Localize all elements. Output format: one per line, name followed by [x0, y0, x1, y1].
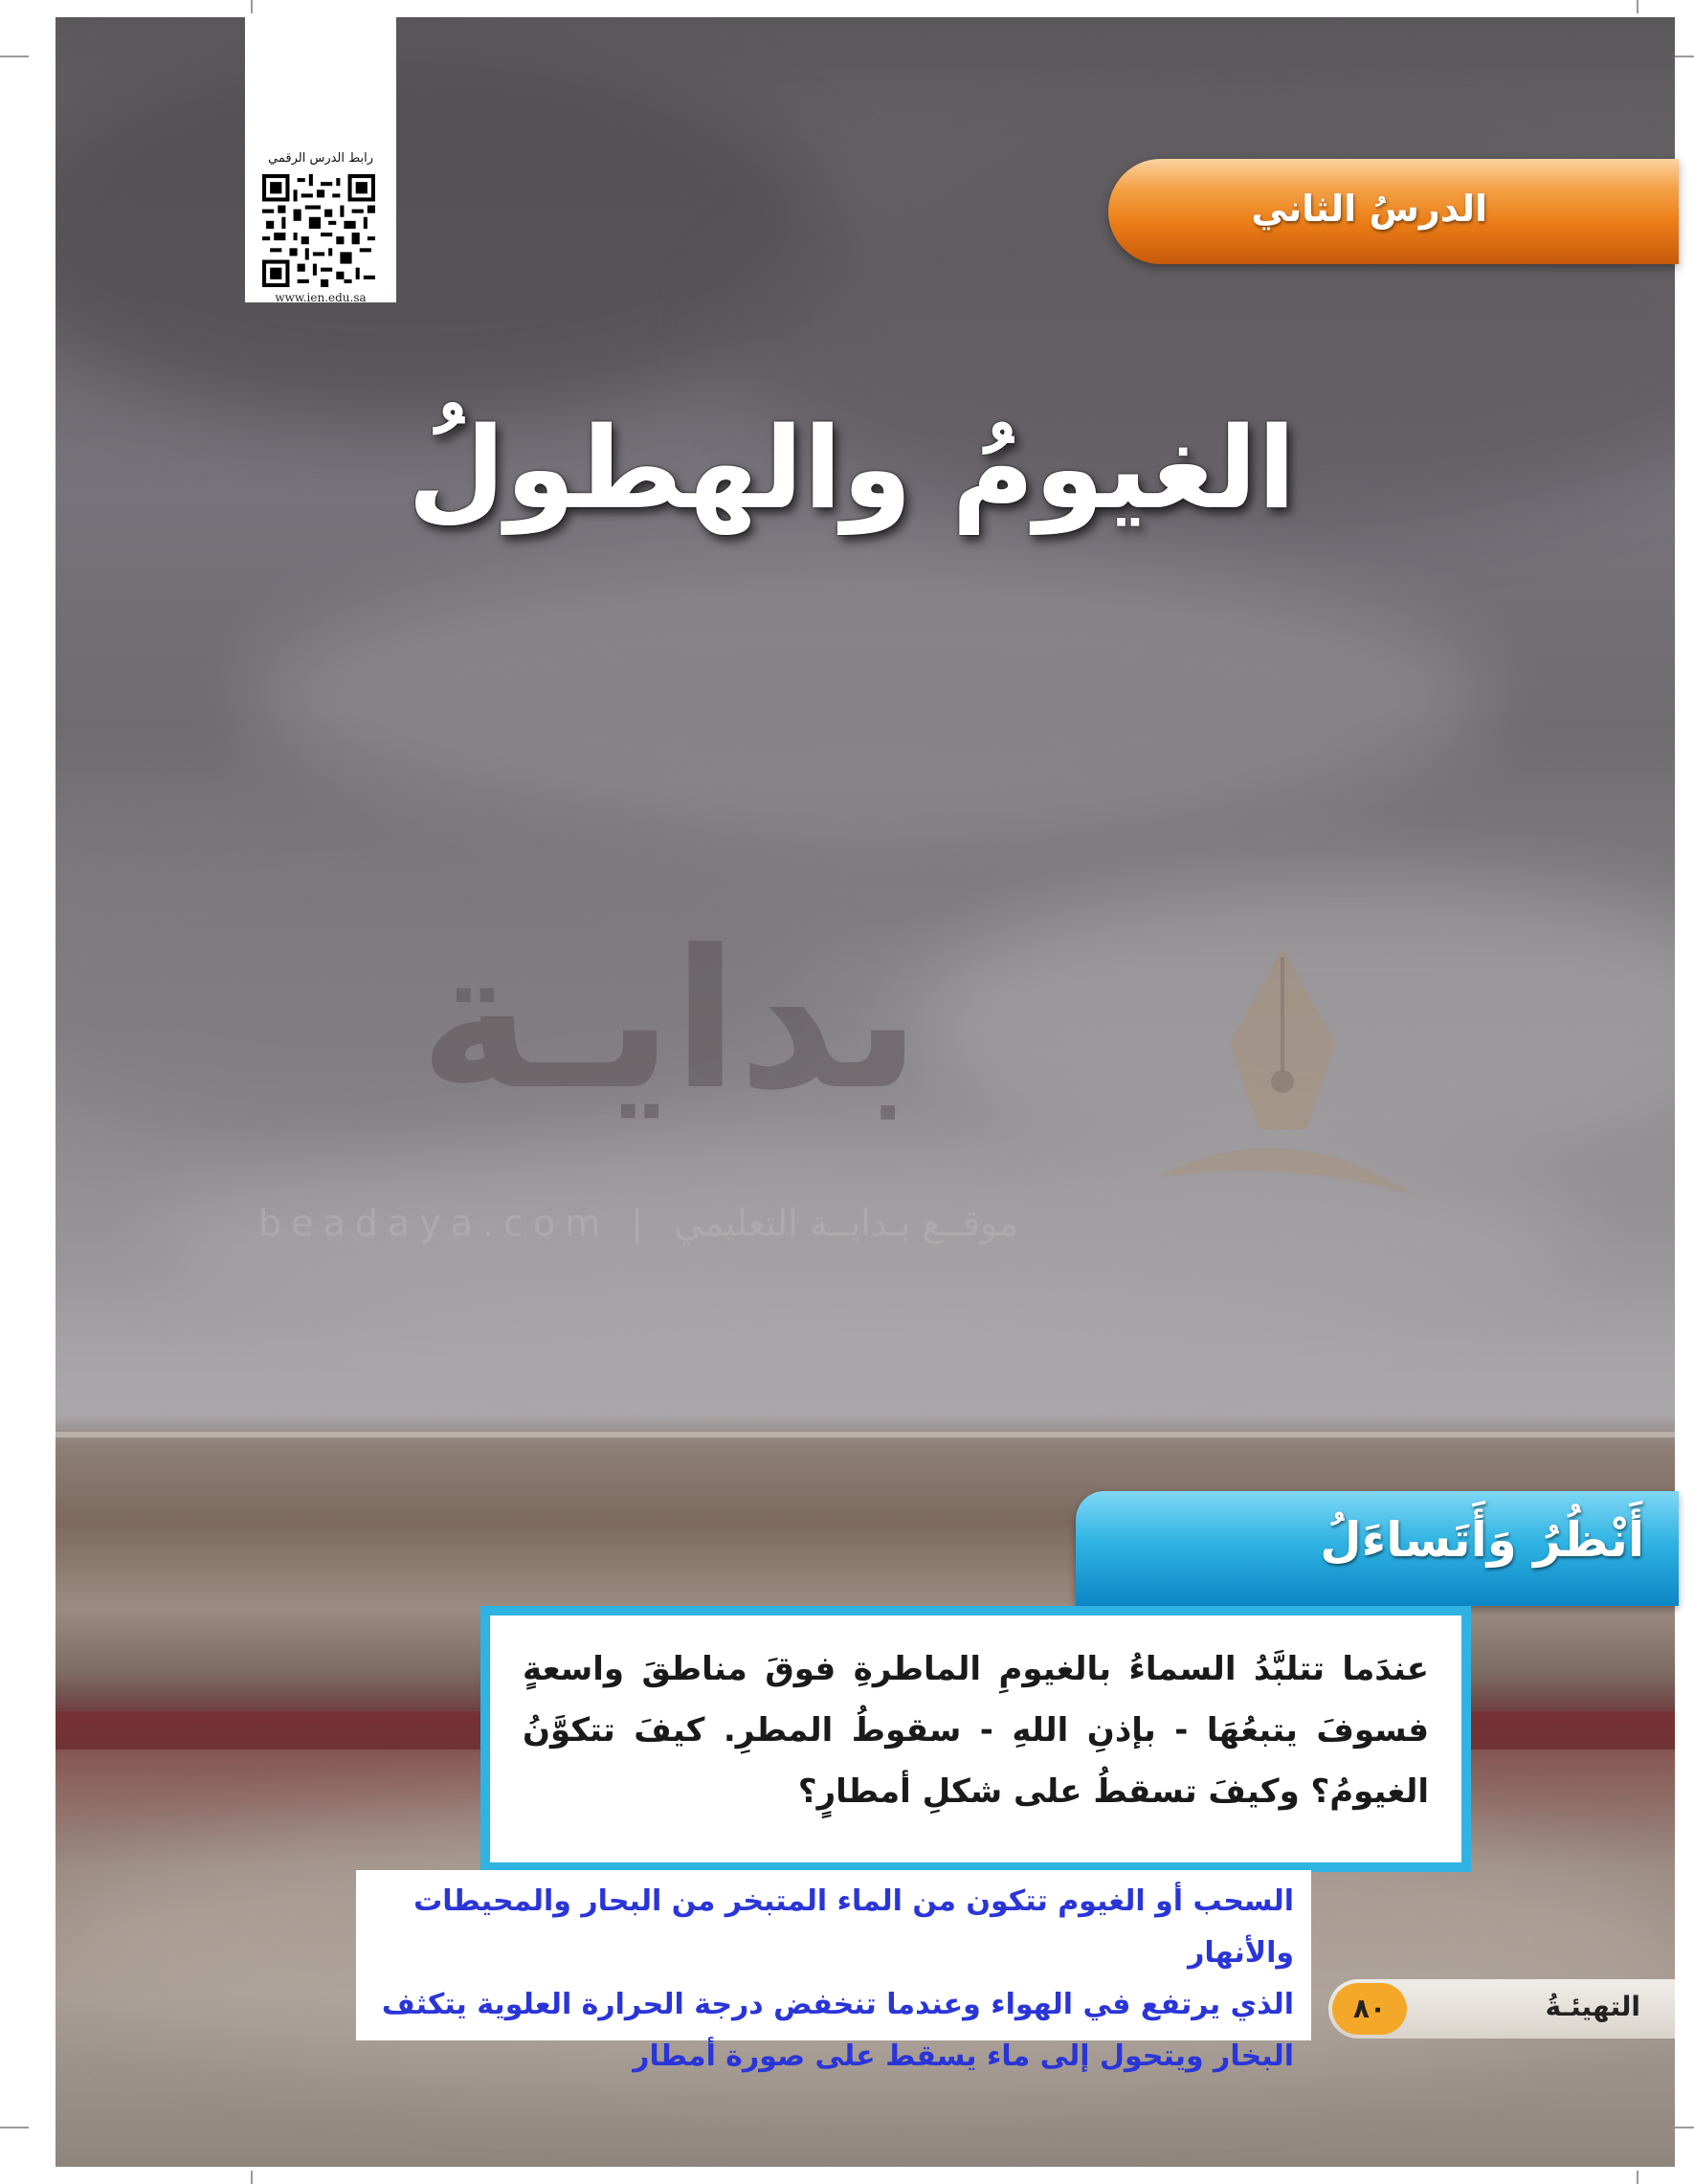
- watermark-logo: [249, 909, 1436, 1254]
- look-and-wonder-box: [480, 1606, 1471, 1872]
- footer-section-tab: [1328, 1979, 1675, 2039]
- look-and-wonder-text: عندَما تتلبَّدُ السماءُ بالغيومِ الماطرةِ فوقَ مناطقَ واسعةٍ فسوفَ يتبعُهَا - بإذنِ اللهِ - سقوطُ المطرِ. كيفَ تتكوَّنُ الغيومُ؟ وكيفَ تسقطُ على شكلِ أمطارٍ؟: [523, 1650, 1429, 1811]
- crop-mark: [1637, 0, 1638, 13]
- crop-mark: [1637, 2171, 1638, 2184]
- qr-caption: رابط الدرس الرقمي: [268, 151, 373, 166]
- qr-url[interactable]: www.ien.edu.sa: [275, 291, 367, 304]
- pen-nib-icon: [1139, 938, 1426, 1225]
- lesson-number-label: الدرسُ الثاني: [1251, 188, 1487, 230]
- footer-section-label: التهيئـةُ: [1545, 1991, 1640, 2022]
- crop-mark: [251, 0, 253, 13]
- lesson-title: الغيومُ والهطولُ: [407, 402, 1297, 534]
- answer-line: البخار ويتحول إلى ماء يسقط على صورة أمطار: [633, 2039, 1294, 2073]
- look-and-wonder-heading: أَنْظُرُ وَأَتَساءَلُ: [1320, 1512, 1644, 1568]
- answer-line: الذي يرتفع في الهواء وعندما تنخفض درجة الحرارة العلوية يتكثف: [381, 1988, 1294, 2021]
- qr-code-icon[interactable]: [262, 174, 375, 287]
- crop-mark: [0, 56, 29, 57]
- lesson-number-tab: [1108, 159, 1679, 264]
- crop-mark: [251, 2171, 253, 2184]
- watermark-subtitle: beadaya.com | موقــع بـدايــة التعليمي: [258, 1202, 1019, 1244]
- answer-text: [366, 1876, 1294, 2083]
- qr-panel: [245, 17, 396, 302]
- answer-line: السحب أو الغيوم تتكون من الماء المتبخر من البحار والمحيطات والأنهار: [413, 1884, 1294, 1970]
- horizon-line: [56, 1432, 1675, 1437]
- watermark-word: بدايـة: [419, 909, 921, 1132]
- look-and-wonder-tab: [1076, 1491, 1679, 1606]
- answer-box: [356, 1870, 1311, 2073]
- crop-mark: [0, 2127, 29, 2128]
- page-number: ٨٠: [1332, 1983, 1407, 2035]
